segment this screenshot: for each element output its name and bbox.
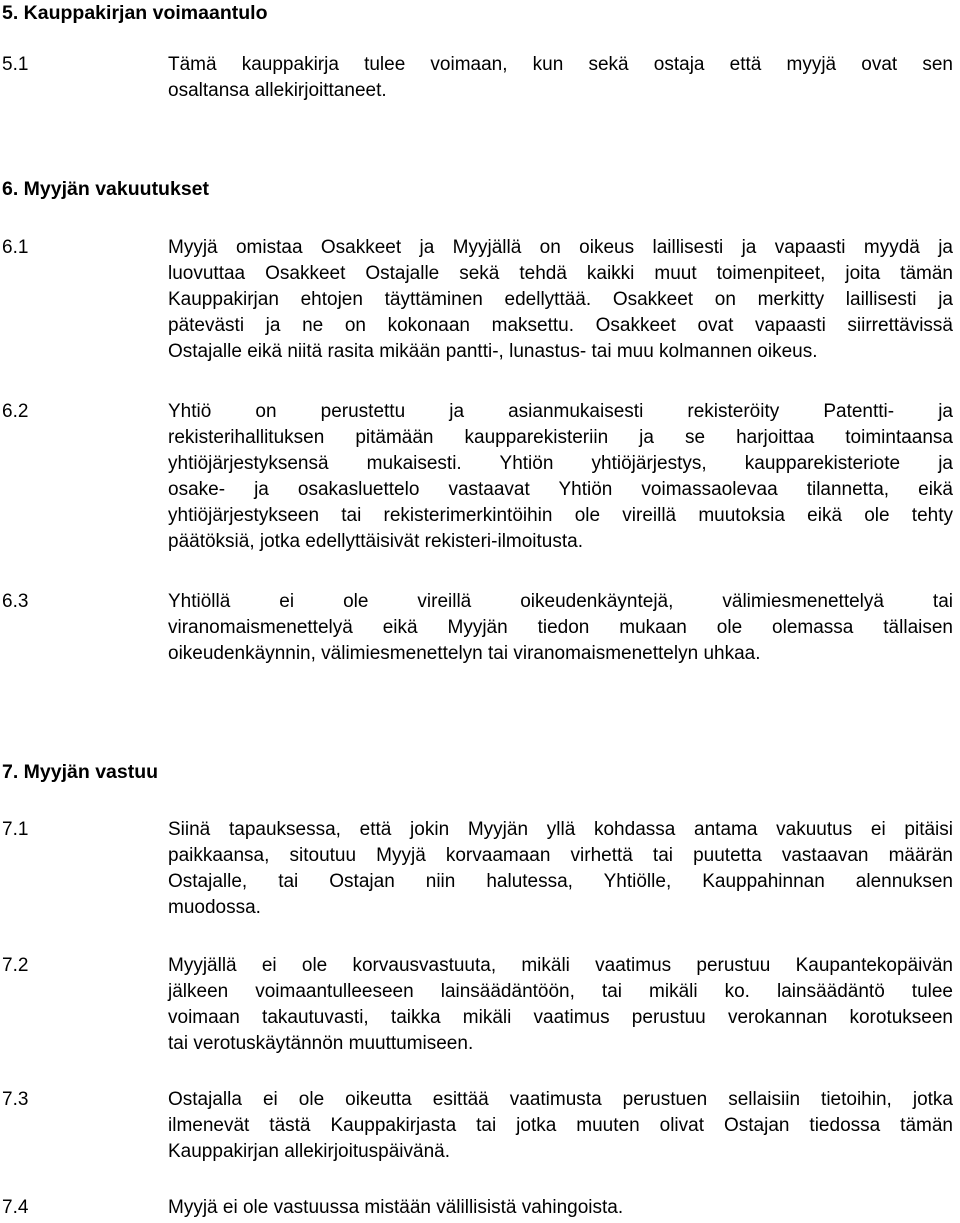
clause-line: Yhtiöllä ei ole vireillä oikeudenkäyntejä, välimiesmenettelyä tai [168,591,953,612]
clause-line: osake- ja osakasluettelo vastaavat Yhtiön voimassaolevaa tilannetta, eikä [168,479,953,500]
clause-line: jälkeen voimaantulleeseen lainsäädäntöön, tai mikäli ko. lainsäädäntö tulee [168,981,953,1002]
clause-line: Myyjä ei ole vastuussa mistään välillisistä vahingoista. [168,1197,624,1218]
clause-number: 7.3 [2,1089,29,1110]
clause-line: luovuttaa Osakkeet Ostajalle sekä tehdä kaikki muut toimenpiteet, joita tämän [168,263,953,284]
clause-line: Tämä kauppakirja tulee voimaan, kun sekä ostaja että myyjä ovat sen [168,54,953,75]
clause-number: 7.4 [2,1197,29,1218]
clause-line: Kauppakirjan ehtojen täyttäminen edellyttää. Osakkeet on merkitty laillisesti ja [168,289,953,310]
clause-number: 7.2 [2,955,29,976]
clause-text [168,52,953,104]
clause-line: Kauppakirjan allekirjoituspäivänä. [168,1141,451,1162]
clause-text [168,589,953,667]
clause-number: 5.1 [2,54,29,75]
clause-line: tai verotuskäytännön muuttumiseen. [168,1033,474,1054]
clause-number: 6.2 [2,401,29,422]
clause-line: rekisterihallituksen pitämään kaupparekisteriin ja se harjoittaa toimintaansa [168,427,953,448]
clause-line: osaltansa allekirjoittaneet. [168,80,387,101]
clause-line: Siinä tapauksessa, että jokin Myyjän yllä kohdassa antama vakuutus ei pitäisi [168,819,953,840]
clause-number: 6.3 [2,591,29,612]
clause-line: muodossa. [168,897,261,918]
clause-text [168,1087,953,1165]
clause-line: pätevästi ja ne on kokonaan maksettu. Osakkeet ovat vapaasti siirrettävissä [168,315,953,336]
clause-line: viranomaismenettelyä eikä Myyjän tiedon mukaan ole olemassa tällaisen [168,617,953,638]
clause-text [168,1195,953,1221]
clause-text [168,399,953,555]
clause-line: Yhtiö on perustettu ja asianmukaisesti rekisteröity Patentti- ja [168,401,953,422]
clause-line: Myyjä omistaa Osakkeet ja Myyjällä on oikeus laillisesti ja vapaasti myydä ja [168,237,953,258]
clause-number: 6.1 [2,237,29,258]
section-heading: 5. Kauppakirjan voimaantulo [2,2,268,24]
clause-text [168,953,953,1057]
clause-text [168,235,953,365]
clause-number: 7.1 [2,819,29,840]
clause-line: paikkaansa, sitoutuu Myyjä korvaamaan virhettä tai puutetta vastaavan määrän [168,845,953,866]
clause-text [168,817,953,921]
clause-line: oikeudenkäynnin, välimiesmenettelyn tai viranomaismenettelyn uhkaa. [168,643,761,664]
clause-line: ilmenevät tästä Kauppakirjasta tai jotka muuten olivat Ostajan tiedossa tämän [168,1115,953,1136]
clause-line: yhtiöjärjestykseen tai rekisterimerkintöihin ole vireillä muutoksia eikä ole tehty [168,505,953,526]
section-heading: 6. Myyjän vakuutukset [2,178,209,200]
section-heading: 7. Myyjän vastuu [2,761,159,783]
clause-line: päätöksiä, jotka edellyttäisivät rekisteri-ilmoitusta. [168,531,584,552]
clause-line: Myyjällä ei ole korvausvastuuta, mikäli vaatimus perustuu Kaupantekopäivän [168,955,953,976]
clause-line: Ostajalle eikä niitä rasita mikään pantti-, lunastus- tai muu kolmannen oikeus. [168,341,818,362]
clause-line: Ostajalla ei ole oikeutta esittää vaatimusta perustuen sellaisiin tietoihin, jotka [168,1089,953,1110]
clause-line: voimaan takautuvasti, taikka mikäli vaatimus perustuu verokannan korotukseen [168,1007,953,1028]
clause-line: yhtiöjärjestyksensä mukaisesti. Yhtiön yhtiöjärjestys, kaupparekisteriote ja [168,453,953,474]
clause-line: Ostajalle, tai Ostajan niin halutessa, Yhtiölle, Kauppahinnan alennuksen [168,871,953,892]
